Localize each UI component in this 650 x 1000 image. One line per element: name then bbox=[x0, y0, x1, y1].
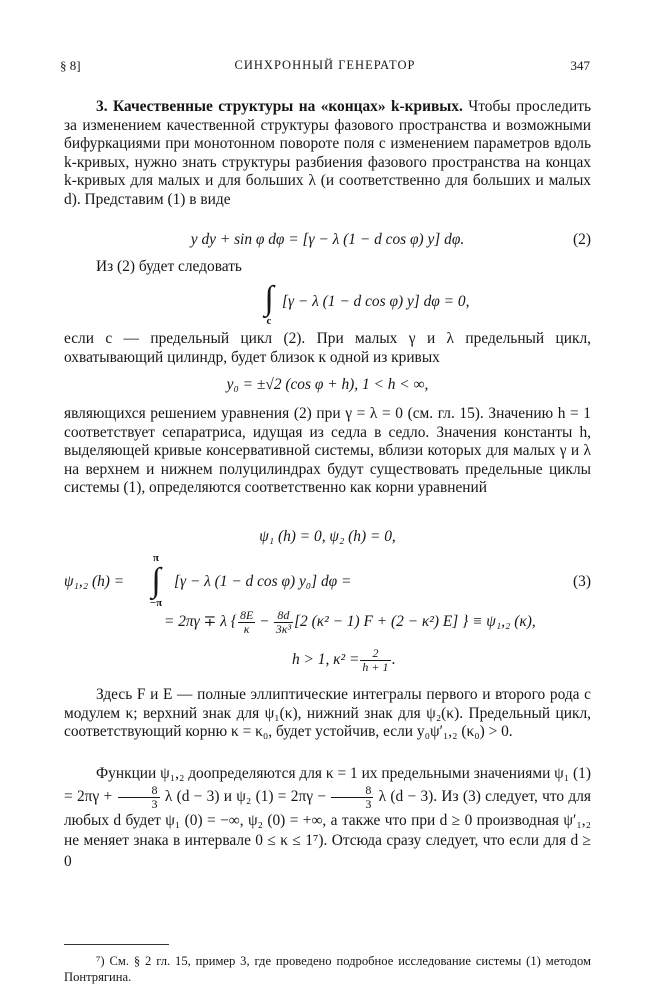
equation-3-lhs: ψ₁,₂ (h) = bbox=[64, 573, 125, 590]
equation-psi-roots-body: ψ₁ (h) = 0, ψ₂ (h) = 0, bbox=[259, 528, 396, 545]
equation-3-number: (3) bbox=[573, 573, 591, 590]
paragraph-text: Чтобы проследить за изменением качественной структуры фазового пространства и возможными бифуркациями при монотонном повороте поля с изменением параметров вдоль k-кривых, нужно знать структуры разбиения фазового пространства на концах k-кривых для малых и для больших λ (и соответственно для больших и малых d). Представим (1) в виде bbox=[64, 98, 591, 208]
equation-3-line3: h > 1, κ² = $\frac{2}{h + 1}$ . bbox=[292, 646, 396, 674]
section-heading: 3. Качественные структуры на «концах» k-кривых. bbox=[96, 98, 463, 115]
fraction: $\frac{8}{3}$ bbox=[118, 784, 160, 811]
equation-2-body: y dy + sin φ dφ = [γ − λ (1 − d cos φ) y] dφ. bbox=[190, 231, 465, 248]
integral-body: [γ − λ (1 − d cos φ) y] dφ = 0, bbox=[282, 293, 470, 310]
paragraph: Здесь F и E — полные эллиптические интегралы первого и второго рода с модулем κ; верхний знак для ψ₁(κ), нижний знак для ψ₂(κ). Предельный цикл, соответствующий корню κ = κ₀, будет устойчив, если y₀ψ′₁,₂ (κ₀) > 0. bbox=[64, 686, 591, 741]
integral-lower-limit: −π bbox=[149, 597, 163, 609]
page-number: 347 bbox=[570, 58, 590, 73]
paragraph: являющихся решением уравнения (2) при γ = λ = 0 (см. гл. 15). Значению h = 1 соответствует сепаратриса, идущая из седла в седло. Значения константы h, выделяющей кривые консервативной системы, вблизи которых для малых γ и λ на верхнем и нижнем полуцилиндрах будут существовать предельные циклы системы (1), определяются соответственно как корни уравнений bbox=[64, 405, 591, 497]
equation-y0-body: y₀ = ±√2 (cos φ + h), 1 < h < ∞, bbox=[226, 376, 429, 393]
chapter-title: СИНХРОННЫЙ ГЕНЕРАТОР bbox=[234, 58, 416, 72]
equation-psi-roots bbox=[64, 528, 591, 548]
fraction: $\frac{8}{3}$ bbox=[331, 784, 373, 811]
fraction: $\frac{2}{h + 1}$ bbox=[362, 646, 389, 674]
equation-2 bbox=[64, 231, 591, 251]
running-header bbox=[60, 58, 590, 78]
section-number: § 8] bbox=[60, 58, 81, 73]
equation-y0 bbox=[64, 376, 591, 396]
integral-sign: ∫ bbox=[264, 280, 274, 317]
equation-3 bbox=[64, 553, 591, 673]
equation-2-number: (2) bbox=[573, 231, 591, 248]
paragraph: Функции ψ₁,₂ доопределяются для κ = 1 их предельными значениями ψ₁ (1) = 2πγ + $\frac{8}{3}$ λ (d − 3) и ψ₂ (1) = 2πγ − $\frac{8}{3}$ λ (d − 3). Из (3) следует, что для любых d будет ψ₁ (0) = −∞, ψ₂ (0) = +∞, а также что при d ≥ 0 производная ψ′₁,₂ не меняет знака в интервале 0 ≤ κ ≤ 1⁷). Отсюда сразу следует, что если для d ≥ 0 bbox=[64, 765, 591, 870]
integral-equation bbox=[64, 282, 591, 328]
integral-upper-limit: π bbox=[152, 552, 160, 564]
fraction: $\frac{8d}{\text{3κ³}}$ bbox=[275, 608, 292, 636]
equation-3-line2: = 2πγ ∓ λ { $\frac{8E}{\kappa}$ − $\frac{8d}{\text{3κ³}}$ [2 (κ² − 1) F + (2 − κ²) E] } ≡ ψ₁,₂ (κ), bbox=[164, 608, 536, 636]
footnote-divider bbox=[64, 944, 169, 945]
integral-sign: ∫ bbox=[151, 562, 161, 599]
paragraph: если c — предельный цикл (2). При малых γ и λ предельный цикл, охватывающий цилиндр, будет близок к одной из кривых bbox=[64, 330, 591, 366]
fraction: $\frac{8E}{\kappa}$ bbox=[239, 608, 254, 636]
paragraph-heading bbox=[64, 98, 591, 210]
paragraph: Из (2) будет следовать bbox=[96, 258, 242, 275]
integral-limit: c bbox=[266, 315, 272, 327]
footnote: ⁷) См. § 2 гл. 15, пример 3, где проведено подробное исследование системы (1) методом Понтрягина. bbox=[64, 954, 591, 984]
equation-3-body: [γ − λ (1 − d cos φ) y₀] dφ = bbox=[174, 573, 352, 590]
